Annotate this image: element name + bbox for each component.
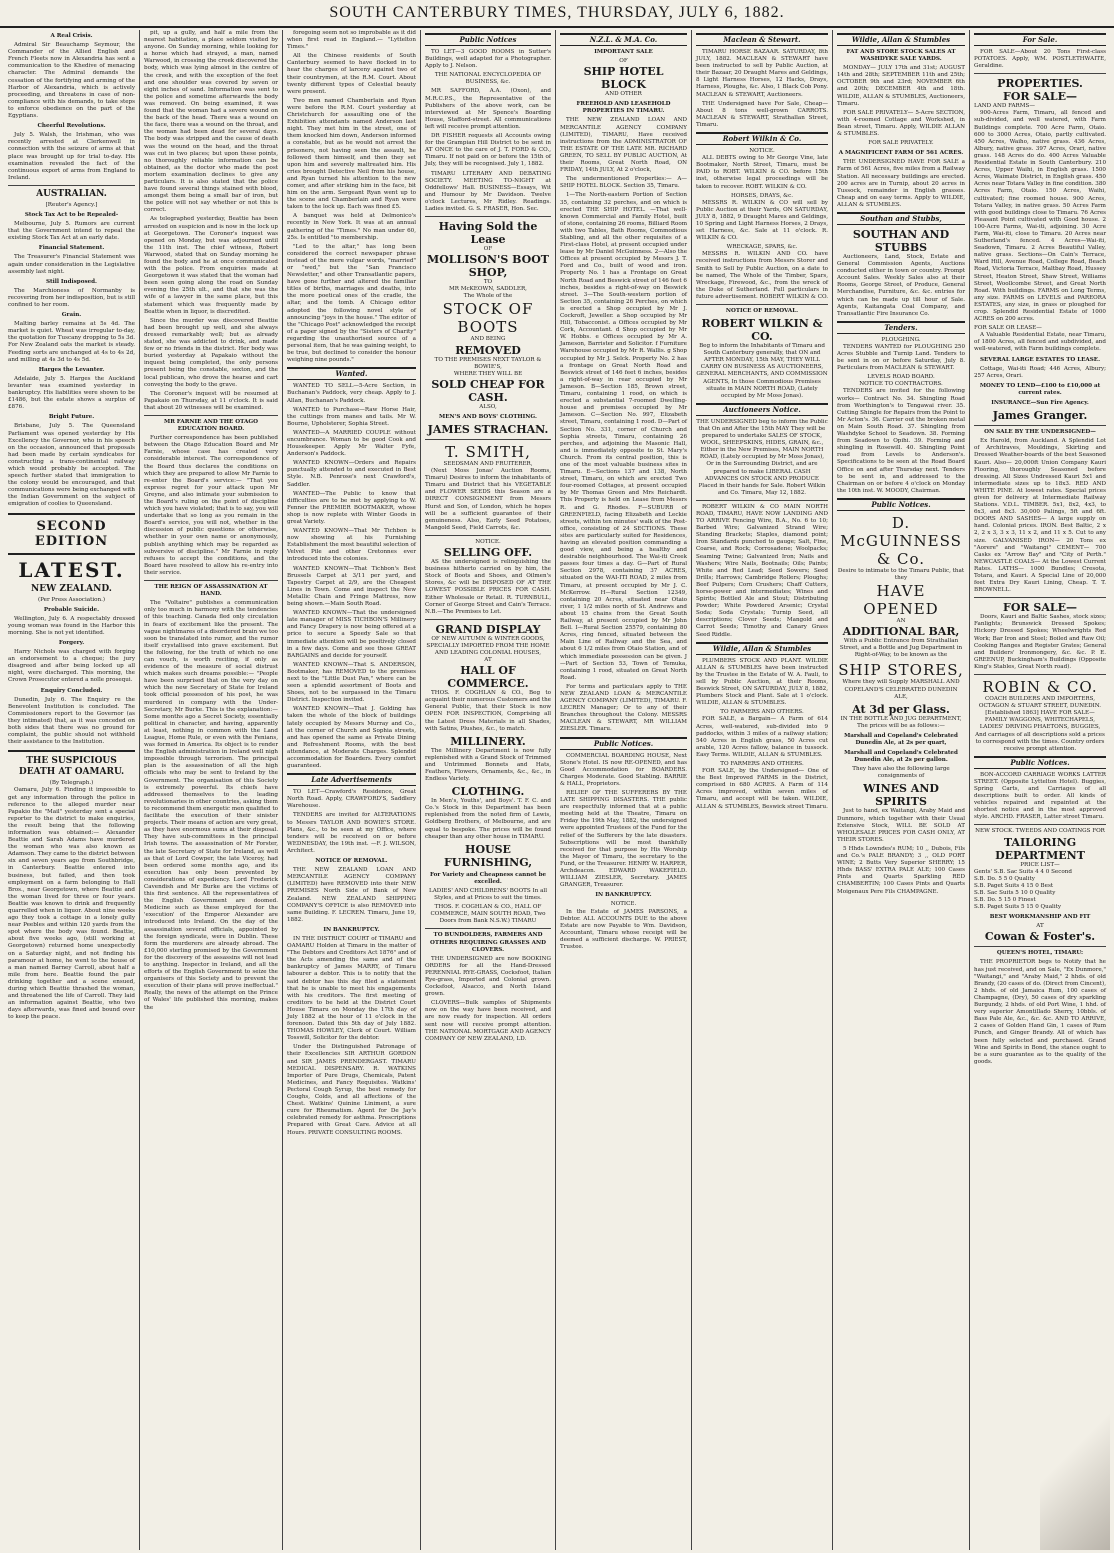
ad-line: MEN'S AND BOYS' CLOTHING. [439,413,537,420]
article-text: Admiral Sir Beauchamp Seymour, the Commander of the Allied English and French Fleets now in Alexandria has sent a communication to the Khedive of menacing character. The Admiral demands the cessation of the fortifying and arming of the Harbor of Alexandria, which is actively proceeding, and threatens in case of non-compliance with his demands, to take steps to enforce obedience on the part of the Egyptians. [8,42,135,120]
headline: Enquiry Concluded. [40,687,103,694]
ad-line: OF NEW AUTUMN & WINTER GOODS, SPECIALLY IMPORTED FROM THE HOME AND LEADING COLONIAL HOUSES, [426,635,550,656]
section-header-wilkin: Robert Wilkin & Co. [696,132,828,145]
article-text: foregoing seem not so improbable as it did when first read in England.— "Lyttelton Times." [287,30,416,51]
article-text: Adelaide, July 5. Harges the Auckland levanter was examined yesterday in bankruptcy. His liabilities were shown to be £1486, but the estate shows a surplus of £876. [8,375,135,411]
divider [144,580,278,581]
ad-line: OF [483,246,493,253]
article-text: The Coroner's inquest will be resumed at Papakaio on Thursday, at 11 o'clock. It is said that about 20 witnesses will be examined. [144,390,278,411]
classified-ad: WANTED KNOWN—Orders and Repairs punctually attended to and executed in Best Style. N.B. Penrose's next Crawford's, Saddler. [287,460,416,488]
article-text: As telegraphed yesterday, Beattie has been arrested on suspicion and is now in the lock up at Georgetown. The Coroner's inquest was opened on Monday, but was adjourned until the 11th inst. The chief witness, Robert Warwood, stated that on Sunday morning he found the body and he at once communicated with the police. From enquiries made at Georgetown it was stated that the woman had been seen going along the road on Sunday evening the 25th ult., and that she was the wife of a lawyer in the same place, but this statement which was frequently made by Beattie when in liquor, is discredited. [144,216,278,315]
classified-ad: WANTED KNOWN—That Tichbon's Best Brussels Carpet at 3/11 per yard, and Tapestry Carpet at 2/9, are the Cheapest Lines in Town. Come and inspect the New Metallic Chain and Fringe Mattress, now being shown.—Main South Road. [287,565,416,608]
ad-line: Having Sold the Lease [438,220,538,247]
classified-ad: WANTED KNOWN—That Mr Tichbon is now showing at his Furnishing Establishment the most beautiful selection of Velvet Pile and other Cretonnes ever introduced into the colonies. [287,528,416,563]
classified-ad: MR SAFFORD, A.A. (Oxon), and M.R.C.P.S., the Representative of the Publishers of the above work, can be interviewed at Mr Spence's Boarding House, Stafford-street. All communications left will receive prompt attention. [425,88,551,130]
ad-line: PRICE LIST— [1020,861,1060,868]
ad-line: ROBIN & CO. [982,678,1098,697]
classified-ad: THE UNDERSIGNED HAVE FOR SALE a Farm of 561 Acres, five miles from a Railway Station. All necessary buildings are erected. 200 acres are in Turnip, about 20 acres in Tussock, remainder in English grasses. Cheap and on easy terms. Apply to WILDIE, ALLAN & STUMBLES. [837,159,965,208]
ad-line: At 3d per Glass. [852,702,950,716]
classified-ad: IN THE BOTTLE AND JUG DEPARTMENT, The prices will be as follows:— [840,715,962,729]
ad-heading: FAT AND STORE STOCK SALES AT WASHDYKE SALE YARDS. [846,49,956,63]
divider [974,946,1106,947]
ad-line: JAMES STRACHAN. [427,423,549,436]
article-text: Harry Nichols was charged with forging an endorsement to a cheque; the jury disagreed and after being locked up all night, were discharged. This morning, the Crown Prosecutor entered a nolle prosequi. [8,649,135,684]
classified-ad: Ex Harold, from Auckland. A Splendid Lot of Architraves, Mouldings, Skirting and Dressed Weather-boards of the best Seasoned Kauri. Also— 20,000ft Union Company Kauri Flooring, thoroughly Seasoned before dressing. All Sizes Undressed Kauri 5x1 and intermediate sizes up to 18x3. RED AND WHITE PINE. At lowest rates. Special prices given for delivery at Intermediate Railway Stations. V.D.L. TIMBER. 5x1, 8x2, 4x3, to 6x3, and 8x3. 30,000 Palings, 5ft and 6ft. DOORS AND SASHES— A large supply on hand. Colonial prices. IRON. Best Baltic, 2 x 2, 2 x 3, 3 x 3, 11 x 2, and 11 x 5. Cut to any size. GALVANISED IRON— 20 Tons ex "Aorere" and "Waitangi" CEMENT— 700 Casks ex "Arrow Bay" and "City of Perth." NEWCASTLE COALS— At the Lowest Current Rates. LATHS— 1000 Bundles; Cresota, Totara, and Kauri. A Special Line of 20,000 feet Extra Dry Kauri Lining, Cheap. T. T. BROWNELL. [974,438,1106,594]
classified-ad: For terms and particulars apply to THE NEW ZEALAND LOAN & MERCANTILE AGENCY COMPANY (LIMITED), TIMARU. F. LECREN Manager; Or to any of their Branches throughout the Colony. MESSRS MACLEAN & STEWART, MR WILLIAM ZIESLER. Timaru. [560,683,687,733]
classified-ad: ROBERT WILKIN & CO MAIN NORTH ROAD, TIMARU, HAVE NOW LANDING AND TO ARRIVE Fencing Wire, B.A., No. 6 to 10; Barbed Wire; Galvanized Strand Wire; Standing Brackets; Staples, diamond point; Iron Standards punched to gauge; Salt, Fine, Coarse, and Rock; Corrosadene; Woolpacks; Seaming Twine; Galvanized Iron; Nails and Washers; Wire Nails, Bootnails; Oils; Paints; White and Red Lead; Seed Sowers; Seed Drills; Harrows; Cambridge Rollers; Ploughs; Beef Pulpers; Corn Crushers; Chaff Cutters, horse-power and intermediates; Wines and Spirits; Bottled Ale and Stout; Distributing Powder; White Powdered Arsenic; Crystal Soda; Soda Crystals; Turnip Seed, all descriptions; Clover Seeds; Mangold and Carrot Seeds; Timothy and Canary Grass Seed Riddle. [696,503,828,638]
ad-line: HALL OF COMMERCE. [447,664,529,691]
ad-line: OF [619,58,628,65]
section-title: NEW ZEALAND. [31,583,112,594]
section-header-late-ads: Late Advertisements [287,773,416,786]
classified-ad: FOR SALE—About 20 Tons First-class POTATOES. Apply, WM. POSTLETHWAITE, Geraldine. [974,49,1106,70]
ad-line: SHIP STORES, [838,661,964,680]
ad-line: SEVERAL LARGE ESTATES TO LEASE. [979,356,1101,363]
ad-line: AT [1036,923,1044,930]
headline: MR FARNIE AND THE OTAGO EDUCATION BOARD. [164,418,258,433]
divider [8,185,135,186]
classified-ad: TIMARU HORSE BAZAAR. SATURDAY, 8th JULY, 1882. MACLEAN & STEWART have been instructed to sell by Public Auction, at their Bazaar, 20 Draught Mares and Geldings, 8 Light Harness Horses, 12 Hacks, Drays, Harness, Ploughs, &c. Also, 1 Black Cob Pony. MACLEAN & STEWART, Auctioneers. [696,49,828,98]
section-header-public-notices: Public Notices. [560,737,687,750]
headline: Financial Statement. [38,245,105,252]
divider [144,415,278,416]
classified-ad: 1—The North-eastern Portion of Section 35, containing 32 perches, and on which is erected THE SHIP HOTEL. —That well-known Commercial and Family Hotel, built of stone, containing 26 rooms, Billiard Room with two Tables, Bath Rooms, Commodious Stabling, and all the other requisites of a First-class Hotel, at present occupied under lease by Mr Daniel McGuinness. 2—Also the Offices at present occupied by Messrs J. T. Ford and Co., built of wood and iron. Property No. 1 has a Frontage on Great North Road and Beswick street of 146 feet 6 inches, besides a right-of-way on Beswick street. 3—The South-western portion of Section 35, containing 26 Perches, on which is erected a Shop occupied by Mr J. Cockroft, Jeweller. a Shop occupied by Mr Hill, Tobacconist. a Offices occupied by Mr Cork, Accountant. d Shop occupied by Mr W. Hobbs. e Offices occupied by Mr A. Jameson, Barrister and Solicitor. f Furniture Warehouse occupied by Mr R. Wallis. g Shop occupied by Mr J. Selck. Property No. 2 has a frontage on Great North Road and Beswick street of 146 feet 6 inches, besides a right-of-way in rear occupied by Mr Jameson. B—Section 185, Brown street, Timaru, containing 1 rood, on which is erected a substantial 7-roomed Dwelling-house and premises occupied by Mr Jameson. C—Section No. 997, Elizabeth street, Timaru, containing 1 rood. D—Part of Section No. 331, corner of Church and Sophia streets, Timaru, containing 26 perches, and adjoining the Masonic Hall, and is immediately opposite to St. Mary's Church. From its central position, this is one of the most valuable business sites in Timaru. E—Sections 137 and 138, North street, Timaru, on which are erected Two four-roomed Cottages, at present occupied by Mr Thomas Green and Mrs Reichardt. This Property is held on Lease from Messrs R. and G. Rhodes. F—SUBURB of GREENFIELD, facing Elizabeth and Leckie streets, within ten minutes' walk of the Post-office, consisting of 24 SECTIONS. These sites are particularly suited for Residences, having an elevated position commanding a good view, and being a healthy and desirable neighbourhood. The Wai-iti Creek passes four times a day. G—Part of Rural Section 2978, containing 37 ACRES, situated on the WAI-ITI ROAD, 2 miles from Timaru, at present occupied by Mr J. C. McKerrow. H—Rural Section 12349, containing 20 Acres, situated near Otaio river, 1 1/2 miles north of St. Andrews and about 15 chains from the Great South Railway, at present occupied by Mr John Bell. I—Rural Section 25579, containing 80 Acres, ring fenced, situated between the Main Line of Railway and the Sea, and about 6 1/2 miles from Otaio Station, and of which immediate possession can be given. J—Part of Section 53, Town of Temuka, containing 1 rood, situated on Great North Road. [560,192,687,681]
divider [425,535,551,536]
ad-line: The Whole of the [463,293,513,300]
ad-line: WRECKAGE, SPARS, &c. [726,244,798,251]
classified-ad: THE UNDERSIGNED are now BOOKING ORDERS for all the Hand-Dressed PERENNIAL RYE-GRASS, Cocksfoot, Italian Rye-grass, Imported and Colonial grown. Cocksfoot, Alsacco, and North Island grown. [425,955,551,998]
section-header-maclean: Maclean & Stewart. [696,33,828,46]
article-text: A banquet was held at Delmonico's recently in New York. It was at an annual gathering of the "Times." No man under 60, 25s. Is entitled "to membership. [287,213,416,241]
classified-ad: Where they will Supply MARSHALL AND COPELAND'S CELEBRATED DUNEDIN ALE, [842,679,960,700]
ad-heading: A MAGNIFICENT FARM OF 561 ACRES. [838,150,964,157]
classified-ad: WANTED—The Public to know that difficulties are to be met by applying to W. Fenner the PREMIER BOOTMAKER, whose shop is now replete with Winter Goods in great Variety. [287,490,416,525]
ad-line: FOR SALE— [1003,601,1077,615]
divider [974,425,1106,426]
divider [974,824,1106,825]
price-row: Gents' S.B. Sac Suits 4 4 0 Second [974,868,1072,875]
section-header-public-notices: Public Notices. [974,756,1106,769]
classified-ad: The Millinery Department is now fully replenished with a Grand Stock of Trimmed and Untrimmed Bonnets and Hats, Feathers, Flowers, Ornaments, &c., &c., in Endless Variety. [425,747,551,783]
classified-ad: PLUMBERS STOCK AND PLANT. WILDIE ALLAN & STUMBLES have been instructed by the Trustee in the Estate of W. A. Fauli, to sell by Public Auction, at their Rooms, Beswick Street, ON SATURDAY, JULY 8, 1882, Plumbers Stock and Plant. Sale at 1 o'clock. WILDIE, ALLAN & STUMBLES. [696,657,828,707]
article-text: Two men named Chamberlain and Ryan were before the R.M. Court yesterday at Christchurch for assaulting one of the Exhibition attendants named Anderson last night. They met him in the street, one of them knocked him down, Anderson informed a constable, but as he would not arrest the prisoners, not having seen the assault, he followed them himself, and then they set upon him and severely maltreated him. His cries brought Detective Neil from his house, and Ryan turned his attention to the new comer, and after striking him in the face, bit him on the arm. Sergeant Ryan went up to the scene and Chamberlain and Ryan were taken to the lock up. Each was fined £5. [287,97,416,211]
headline: Still Indisposed. [45,278,98,285]
ad-line: NOTICE. [610,901,637,908]
classified-ad: TO LET—3 GOOD ROOMS in Sutter's Buildings, well adapted for a Photographer. Apply to J. Nelson. [425,49,551,70]
ad-line: INSURANCE—Sun Fire Agency. [991,400,1089,407]
classified-ad: THE NATIONAL ENCYCLOPEDIA OF BUSINESS, &c. [434,72,542,86]
classified-ad: In the Estate of JAMES PARSONS, a Debtor. ALL ACCOUNTS DUE to the above Estate are now Payable to Wm. Davidson, Accountant, Timaru whose receipt will be deemed a sufficient discharge. W. PRIEST, Trustee. [560,908,687,950]
agency-credit: (By Telegraph.) [49,780,94,787]
classified-ad: IN THE DISTRICT COURT of TIMARU and OAMARU Holden at Timaru in the matter of "The Debtors and Creditors Act 1876" and of the Acts amending the same and of the bankruptcy of James MARRY, of Timaru labourer a debtor. This is to notify that the said debtor has this day filed a statement that he is unable to meet his engagements with his creditors. The first meeting of creditors to be held at the District Court House Timaru on Monday the 17th day of July 1882 at the hour of 11 o'clock in the forenoon. Dated this 5th day of July 1882. THOMAS HOWLEY, Clerk of Court. William Tosswill, Solicitor for the debtor. [287,935,416,1042]
ad-line: FREEHOLD AND LEASEHOLD PROPERTIES IN TIMARU. [576,101,671,115]
article-text: All the Chinese residents of South Canterbury seemed to have flocked in to hear the charges of larceny against two of their countrymen, at the R.M. Court. About twenty different types of Celestial beauty were present. [287,53,416,95]
section-header-nzlma: N.Z.L. & M.A. Co. [560,33,687,46]
article-text: Malting barley remains at 5s 4d. The market is quiet. Wheat was irregular to-day, the quotation for Tuscany dropping to 5s 3d. For New Zealand oats the market is steady. Feeding sorts are unchanged at 4s to 4s 2d, and milling at 4s 3d to 4s 5d. [8,321,136,363]
ad-heading: QUEEN'S HOTEL, TIMARU: [996,950,1084,957]
classified-ad: A Valuable Residential Estate, near Timaru, of 1800 Acres, all fenced and subdivided, and well-watered, with Farm buildings complete. [974,332,1106,353]
ad-line: ALSO, [479,403,497,410]
classified-ad: WANTED KNOWN—That J. Golding has taken the whole of the block of buildings lately occupied by Messrs Murray and Co., at the corner of Church and Sophia streets, and has opened the same as Private Dining and Refreshment Rooms, with the best attendance, at Moderate Charges. Splendid accommodation for Boarders. Every comfort guaranteed. [287,706,416,770]
classified-ad: In Men's, Youths', and Boys'. T. F. C. and Co.'s Stock in this Department has been replenished from the noted firm of Lewis, Goldberg Brothers, of Melbourne, and are equal to bespoke. The prices will be found cheaper than any other house in TIMARU. [425,798,551,840]
section-header-for-sale: For Sale. [974,33,1106,46]
ad-line: PROPERTIES. [997,77,1083,91]
ad-line: STOCK OF BOOTS [442,300,534,337]
article-text: pit, up a gully, and half a mile from the nearest habitation, a place seldom visited by anyone. On Sunday morning, while looking for a horse which had strayed, a man, named Warwood, in crossing the creek discovered the body, which was lying almost in the centre of the creek, and with the exception of the feet and one shoulder was covered by seven or eight inches of sand. Information was sent to the police and sometime afterwards the body was removed. On being examined, it was found that the woman had a severe wound on the back of the head. There was a wound on the face, there was a wound on the throat, and the woman had been dead for several days. The body was stripped and the cause of death was the wound on the head, and the throat was cut in two places; but upon these points, no thoroughly reliable information can be obtained, as the doctor who made the post mortem examination declines to give any particulars. It is also stated that the police have found several things stained with blood, amongst them being a small bar of iron, but the police will not say whether or not this is correct. [144,30,278,214]
ad-line: TO FARMERS AND OTHERS. [720,709,804,716]
divider [8,553,135,555]
classified-ad: FOR SALE, a Bargain— A Farm of 614 Acres, well-watered, sub-divided into 9 paddocks, within 3 miles of a railway station; 540 Acres in English grass, 50 Acres cut arable, 120 Acres fallow, balance in tussock. Easy Terms. WILDIE, ALLAN & STUMBLES. [696,716,828,758]
divider [8,750,135,752]
classified-ad: THE PROPRIETOR begs to Notify that he has just received, and on Sale, "Ex Dunmore," "Waitangi," and "Araby Maid," 2 hhds. of old Brandy, (20 cases of do. (Direct from Cincent), 2 hhds. of old Jamaica Rum, 100 cases of Champagne, (Dry), 50 cases of dry sparkling Burgundy, 2 hhds. of old Port Wine, 1 hhd. of very superior Amontillado Sherry, 10bbls. of Bass Pale Ale, &c., &c. &c. AND TO ARRIVE, 2 cases of Golden Hand Gin, 1 cases of Rum Punch, and Ginger Brandy. All of which has been fully selected and purchased. Grand Wine and Spirits in Bond, the stance ought to be a sure guarantee as to the quality of the goods. [974,959,1106,1065]
classified-ad: THOS. F. COGHLAN & CO., Beg to acquaint their numerous Customers and the General Public, that their Stock is now OPEN FOR INSPECTION, Comprising all the Latest Dress Materials in all Shades, with Satins, Plushes, &c., to match. [425,690,551,732]
ad-line: ROBERT WILKIN & CO. [701,317,823,344]
ad-line: SOLD CHEAP FOR CASH. [431,377,545,404]
ad-line: AND OTHER [605,91,642,98]
classified-ad: Just to hand, ex Waitangi, Araby Maid and Dunmore, which together with their Usual Extensive Stock, WILL BE SOLD AT WHOLESALE PRICES FOR CASH ONLY, AT THEIR STORES. [837,808,965,843]
classified-ad: Under the Distinguished Patronage of their Excellencies SIR ARTHUR GORDON and SIR JAMES PRENDERGAST. TIMARU MEDICAL DISPENSARY. R. WATKINS Importer of Pure Drugs, Chemicals, Patent Medicines, and Fancy Requisites. Watkins' Pectoral Cough Syrup, the best remedy for Coughs, Colds, and all affections of the Chest. Watkins' Quinine Liniment, a sure cure for Rheumatism. Agent for De Jay's celebrated remedy for asthma. Prescriptions Prepared with Great Care. Advice at all Hours. PRIVATE CONSULTING ROOMS. [287,1044,416,1136]
section-title: AUSTRALIAN. [36,188,107,199]
ad-heading: IN BANKRUPTCY. [323,926,380,933]
ad-heading: IN BANKRUPTCY. [595,892,652,899]
ad-line: LEVELS ROAD BOARD. [867,374,935,381]
ad-line: WINES AND SPIRITS [863,782,939,809]
classified-ad: ALL DEBTS owing to Mr George Vine, late Bootmaker, North Street, Timaru, must be PAID to ROBT. WILKIN & CO. before 15th inst, otherwise legal proceedings will be taken to recover. ROBT. WILKIN & CO. [696,155,828,190]
classified-ad: THE NEW ZEALAND LOAN AND MERCANTILE AGENCY COMPANY (LIMITED) have REMOVED into their NEW PREMISES North Side of Bank of New Zealand. NEW ZEALAND SHIPPING COMPANY'S OFFICE is also REMOVED into same Building. F. LECREN. Timaru, June 19, 1882. [287,867,416,923]
article-text: The Marchioness of Normanby is recovering from her indisposition, but is still confined to her room. [8,287,135,308]
classified-ad: TIMARU LITERARY AND DEBATING SOCIETY. MEETING TO-NIGHT at Oddfellows' Hall. BUSINESS—Essays, Wit and Humour by Mr Davidson. Twelve o'clock Lectures, Mr Ridley. Readings. Ladies invited. G. S. FRASER, Hon. Sec. [425,170,551,212]
classified-ad: AS the undersigned is relinquishing the business hitherto carried on by him, the Stock of Boots and Shoes, and Oilmen's Stores, &c will be DISPOSED OF AT THE LOWEST POSSIBLE PRICES FOR CASH. Either Wholesale or Retail. R. TURNBULL, Corner of George Street and Cain's Terrace. N.B.—The Premises to Let. [425,559,551,615]
classified-ad: MONDAY— JULY 17th and 31st; AUGUST 14th and 28th; SEPTEMBER 11th and 25th; OCTOBER 9th and 23rd; NOVEMBER 6th and 20th; DECEMBER 4th and 18th. WILDIE, ALLAN & STUMBLES, Auctioneers, Timaru. [837,65,965,107]
divider [425,928,551,929]
article-text: Since the murder was discovered Beattie had been brought up well, and she always dressed remarkably well; but as already stated, she was addicted to drink, and made few or no friends in the district. Her body was buried yesterday at Papakaio without the inquest being completed, the only persons present being the constable, sexton, and the local publican, who drove the hearse and cart conveying the body to the grave. [144,317,278,388]
columns [4,30,1110,1550]
ad-line: James Granger. [992,409,1088,423]
classified-ad: WANTED KNOWN—That S. ANDERSON, Bootmaker, has REMOVED to the premises next to the "Little Dust Pan," where can be seen a splendid assortment of Boots and Shoes, not to be surpassed in the Timaru District. Inspection invited. [287,661,416,704]
article-text: July 5. Walsh, the Irishman, who was recently arrested at Clerkenwell in connection with the seizure of arms at that place was brought up for trial to-day. His examination revealed the fact of the continuous export of arms from England to Ireland. [8,132,135,181]
classified-ad: LADIES' AND CHILDRENS' BOOTS In all Styles, and at Prices to suit the times. [428,887,547,902]
article-text: Wellington, July 6. A respectably dressed young woman was found in the Harbor this morning. She is not yet identified. [8,615,135,636]
headline: THE SUSPICIOUS DEATH AT OAMARU. [18,756,125,778]
classified-ad: Auctioneers, Land, Stock, Estate and General Commission Agents, Auctions conducted either in town or country. Prompt Account Sales. Weekly Sales also at their Rooms, George Street, of Produce, General Merchandise, Furniture, &c. &c. entries for which can be made up till hour of Sale. Agents, Kaitangata Coal Company, and Transatlantic Fire Insurance Co. [837,253,965,317]
ad-line: LAND AND FARMS— [974,103,1035,110]
ad-line: For Variety and Cheapness cannot be excelled. [429,871,547,885]
article-text: Oamaru, July 6. Finding it impossible to get any information through the police in reference to the alleged murder near Papakio the "Mail" yesterday sent a special reporter to the district to make enquiries, the result being that the following information was obtained:— Alexander Beattie and Sarah Adams have murdered the woman who was also known as Adamson. They came to the district between six and seven years ago from Southbridge, in Canterbury. Beattie entered into business, but failed, and then took employment on a farm belonging to Hall Bros., near Georgetown, where Beattie and the woman lived for three or four years. Beattie was known to drink and frequently quarrelled when in liquor. About nine weeks ago they took a cottage in a lonely gully near Peebles and within 120 yards from the spot where the body was found. Beattie, about five weeks ago, (still working at Georgetown) returned home unexpectedly on a Saturday night, and not finding his paramour at home, he went to the house of a man named Barney Carroll, about half a mile from here. Beattie found the pair drinking together and a scene ensued, during which Beattie thrashed the woman, and threatened the life of Carroll. They laid an information against Beattie, who two days afterwards, was fined and bound over to keep the peace. [8,787,135,1021]
column-5 [556,30,692,1550]
ad-line: MR McKEOWN, SADDLER, [449,286,527,293]
divider [8,513,135,515]
classified-ad: WANTED KNOWN—That the undersigned late manager of MISS TICHBON'S Millinery and Fancy Drapery is now being offered at a price to secure a Speedy Sale so that immediate attention will be positively closed in a few days. Come and see those GREAT BARGAINS and decide for yourself. [287,610,416,659]
ad-line: PLOUGHING. [881,336,921,343]
divider [696,304,828,305]
section-header-wanted: Wanted. [287,367,416,380]
article-text: Further correspondence has been published between the Otago Education Board and Mr Farnie, whose case has created very considerable interest. The correspondence of the Board thus declares the conditions on which they are prepared to allow Mr Farnie to re-enter the Board's service:— "That you express regret for your attack upon Mr Greyne, and also intimate your submission to the Board's ruling on the point of discipline which you have violated; that is to say, you will undertake that so long as you remain in the Board's service, you will not, whether in the discussion of public questions or otherwise, whether in your own name or anonymously, publish anything which may be regarded as subversive of discipline." Mr Farnie in reply refuses to accept the conditions, and the Board have resolved to allow his re-entry into their service. [144,435,278,576]
article-text: "Led to the altar," has long been considered the correct newspaper phrase instead of the mere vulgar words, "married" or "wed," but the "San Francisco Newsletter," and other Transatlantic papers, have gone further and altered the familiar titles of births, marriages and deaths, into the more poetical ones of the cradle, the altar, and the tomb. A Chicago editor adopted the following novel style of announcing "joys in the house." The editor of the "Chicago Post" acknowledged the receipt of a paper signed by the "Sisters of Charity" regarding the unauthorised source of a personal item, that he was gaining weight, to be true, but declined to consider the honour weighing nine pounds." [287,243,416,364]
divider [974,597,1106,598]
ad-line: HAVE OPENED [863,582,939,619]
ad-line: MILLINERY. [450,734,526,748]
price-row: S.B. Do. 5 5 0 Quality [974,875,1035,882]
ad-line: NOTICE. [749,148,775,155]
classified-ad: TENDERS are invited for the following works— Contract No. 34. Shingling Road from Worthington's to Tengawai river. 35. Cutting Shingle for Repairs from the Point to Mr Acton's. 36. Carrier out the broken metal on Main South Road. 37. Shingling from Washdyke School to Seadown. 38. Forming from Seadown to Opihi. 39. Forming and shingling in Rosewill. 40. Shingling Point road from Levels to Anderson's. Specifications to be seen at the Road Board Office on and after Thursday next. Tenders to be sent in, and addressed to the Chairman on or before 4 o'clock on Monday the 10th inst. W. MOODY, Chairman. [837,388,965,494]
ad-line: SELLING OFF. [443,546,533,560]
section-header-southan: Southan and Stubbs, [837,212,965,225]
ad-line: FOR SALE PRIVATELY. [868,140,934,147]
ad-line: NOTICE TO CONTRACTORS. [859,381,943,388]
classified-ad: MESSRS R. WILKIN & CO will sell by Public Auction at their Yards, ON SATURDAY, JULY 8, 1882, 9 Draught Mares and Geldings, 10 Spring and Light Harness Horses, 2 Drays, set Harness, &c. Sale at 11 o'clock. R. WILKIN & CO. [696,199,828,242]
classified-ad: THE NEW ZEALAND LOAN AND MERCANTILE AGENCY COMPANY (LIMITED), TIMARU, Have received instructions from the ADMINISTRATOR OF THE ESTATE OF THE LATE MR. RICHARD GREEN, TO SELL BY PUBLIC AUCTION, At their Rooms, Great North Road, ON FRIDAY, 14th JULY, At 2 o'clock, [560,117,687,174]
classified-ad: CLOVERS—Bulk samples of Shipments now on the way have been received, and are now ready for inspection. All orders sent now will receive prompt attention. THE NATIONAL MORTGAGE AND AGENCY COMPANY OF NEW ZEALAND, LD. [425,1000,551,1042]
headline: Bright Future. [48,414,95,421]
classified-ad: WANTED—A MARRIED COUPLE without encumbrance. Woman to be good Cook and Housekeeper. Apply Mr Walter Fyfe, Anderson's Paddock. [287,429,416,458]
ad-line: AT [484,657,492,664]
headline: THE REIGN OF ASSASSINATION AT HAND. [154,584,268,598]
ad-heading: NOTICE OF REMOVAL. [725,308,799,314]
section-header-wildie: Wildie, Allan & Stumbles [837,33,965,46]
classified-ad: RELIEF OF THE SUFFERERS BY THE LATE SHIPPING DISASTERS. THE public are respectfully informed that at a public meeting held at the Theatre, Timaru on Friday the 19th May, 1882, the undersigned were appointed Trustees of the Fund for the relief of the Sufferers by the late disasters. Subscriptions will be most thankfully received for that purpose by His Worship the Mayor of Timaru, the secretary to the Fund, or the Treasurer. HENRY W. HARPER, Archdeacon. EDWARD WAKEFIELD. WILLIAM ZIESLER, Secretary. JAMES GRANGER, Treasurer. [560,790,687,889]
column-8 [970,30,1110,1550]
ad-line: AND BEING [470,336,506,343]
section-header-auctioneers: Auctioneers Notice. [696,403,828,416]
ad-line: WHERE THEY WILL BE [453,370,523,377]
ad-line: TO FARMERS AND OTHERS. [720,760,804,767]
boot-shop-ad [425,220,551,436]
ad-line: TO THE PREMISES NEXT TAYLOR & BOWIE'S, [434,356,542,370]
divider [696,500,828,501]
headline: Harges the Levanter. [38,366,105,373]
price-row: S.B. Paget Suits 4 15 0 Best [974,882,1054,889]
classified-ad: COACH BUILDERS AND IMPORTERS, OCTAGON & STUART STREET, DUNEDIN. [Established 1863] HAVE FOR SALE— FAMILY WAGGONS, WHITECHAPELS, LADIES' DRIVING PHAETONS, BUGGIES, And carriages of all descriptions sold a prices to correspond with the times. Country orders receive prompt attention. [975,696,1105,752]
price-row: S.B. Paget Suits 5 15 0 Quality [974,904,1062,911]
ad-line: MONEY TO LEND—£100 to £10,000 at current rates. [979,382,1101,396]
masthead: SOUTH CANTERBURY TIMES, THURSDAY, JULY 6, 1882. [0,0,1114,28]
ad-line: SOUTHAN AND STUBBS [852,227,950,254]
section-header-public-notices: Public Notices. [837,498,965,511]
agency-credit: [Reuter's Agency.] [45,201,98,208]
article-text: The "Voltaire" publishes a communication only too much in harmony with the tendencies of this teaching. Canada fled only circulation in fears of excitement like the present. The vague nightmares of a disordered brain we too soon be translated into rumor, and the rumor itself crystallised into grave excitement. But the following, for the truth of which no one can vouch, is worth reciting, if only as evidence of the measure of social distrust which makes such dreams possible:— "People have been surprised that on the very day on which the new Secretary of State for Ireland took official possession of his post, he was murdered in company with the Under-Secretary, Mr Burke. This is the explanation:— Some months ago a Secret Society, essentially political in character, and having, apparently at least, nothing in common with the Land League, Home Rule, or even with the Fenians, was formed in America. Its object is to render the English administration in Ireland well nigh impossible through terrorism. The principal plan is the assassination of all the high officials who may be sent to Ireland by the Government. The organisation of this Society is extremely powerful. Its chiefs have addressed themselves to the leading revolutionaries in other countries, asking them to recommend them energetic men qualified to facilitate the execution of their sinister projects. Their means of action are very great, as they have enormous sums at their disposal. They have sub-committees in the principal Irish towns. The assassination of Mr Forster, the late Secretary of State for Ireland, as well as that of Lord Cowper, the late Viceroy, had been ordered some months ago, and its execution has only been prevented by considerations of expediency. Lord Frederick Cavendish and Mr Burke are the victims of this first sentence. All the representatives of the English Government are doomed. Medicine such as these employed for the 'execution' of the Emperor Alexander are introduced into Ireland. On the day of the assassination several officials, appointed by the foreign syndicate, were in Dublin. These form the murderers are already abroad. The £10,000 sterling promised by the Government for the discovery of the assassins will not lead to anything. Inspector in Ireland, and all the efforts of the English Government to seize the organisers of this Society and to prevent the execution of their plans will prove ineffectual." Really, the news of the attempt on the Prince of Wales' life published this morning, makes the [144,600,278,1011]
headline: Forgery. [58,640,85,646]
ad-line: TO [483,279,493,286]
classified-ad: COMMERCIAL BOARDING HOUSE, Next Stone's Hotel. IS now RE-OPENED, and has Good Accommodation for BOARDERS. Charges Moderate. Good Stabling. BARRIE & HALL, Proprietors. [560,752,687,787]
classified-ad: (Next Moss Jonas' Auction Rooms, Timaru) Desires to inform the inhabitants of Timaru and District that his VEGETABLE and FLOWER SEEDS this Season are a DIRECT CONSIGNMENT from Messrs Hurst and Son, of London, which he hopes will be a sufficient guarantee of their genuineness. Also, Early Seed Potatoes, Mangold Seed, Field Carrots, &c. [425,468,551,531]
classified-ad: They have also the following large consignments of [852,766,950,780]
classified-ad: BON-ACCORD CARRIAGE WORKS LATTER STREET. (Opposite Lyttelton Hotel). Buggies, Spring Carts, and Carriages of all descriptions built to order. All kinds of vehicles repaired and repainted at the shortest notice and in the most approved style. ARCHD. FRASER, Latter street Timaru. [974,771,1106,821]
ad-line: Desire to intimate to the Timaru Public, that they [837,567,965,581]
column-4 [421,30,556,1550]
classified-ad: With a Public Entrance from Strathallan Street, and a Bottle and Jug Department in Right-of-Way, to be known as the [839,638,963,659]
agency-credit: (Per Press Association.) [37,596,106,603]
article-text: Brisbane, July 5. The Queensland Parliament was opened yesterday by His Excellency the Governor, who in his speech on the occasion, announced that proposals had been made by certain syndicates for constructing a trans-continental railway which would probably be accepted. The speech further stated that immigration to the colony would be encouraged, and that communications were being exchanged with the Indian Government on the subject of emigration of coolies to Queensland. [8,423,135,508]
section-header-wildie: Wildie, Allan & Stumbles [696,642,828,655]
classified-ad: Cottage, Wai-iti Road; 446 Acres, Albury; 257 Acres, Orari. [974,365,1106,379]
column-6 [692,30,833,1550]
headline: Stock Tax Act to be Repealed- [24,211,119,218]
classified-ad: 5 Hhds Lowndes's RUM; 10 ,, Dubois, Fils and Co.'s PALE BRANDY; 3 ,, OLD PORT WINE; 2 Butts Very Superior SHERRY; 15 Hhds BASS' EXTRA PALE ALE; 100 Cases Pints and Quarts Sparkling RED CHAMBERTIN; 100 Cases Pints and Quarts Moigenaux Pere Fils CHAMPAGNE. [837,845,965,895]
page-wear-shadow [1040,1390,1110,1550]
divider [425,216,551,217]
classified-ad: The undermentioned Properties:— A—SHIP HOTEL BLOCK. Section 35, Timaru. [560,176,687,190]
ad-line: FOR SALE— [1003,90,1077,104]
column-3 [283,30,421,1550]
article-text: Melbourne, July 5. Rumors are current that the Government intend to repeal the existing Stock Tax Act at an early date. [8,221,135,242]
classified-ad: FOR SALE PRIVATELY— 5-Acre SECTION, with 4-roomed Cottage and Workshed, in Bean street, Timaru. Apply, WILDIE ALLAN & STUMBLES. [837,109,965,138]
column-7 [833,30,970,1550]
ad-line: SEEDSMAN AND FRUITERER, [443,461,533,467]
classified-ad: Doors, Kauri and Baltic Sashes, stock sizes; Fanlights; Brunswick Dressed Spokes; Hickory Dressed Spokes; Wheelwrights Red Work; Bar Iron and Steel; Boiled and Raw Oil; Cooking Ranges and Register Grates; General and Builders' Ironmongery, &c. &c. P. E. GREENUP, Buckingham's Buildings (Opposite King's Stables, Great North road). [974,614,1106,670]
divider [425,619,551,620]
section-header-public-notices: Public Notices [425,33,551,46]
classified-ad: Beg to inform the Inhabitants of Timaru and South Canterbury generally, that ON and AFTER MONDAY, 15th MAY, THEY WILL CARRY ON BUSINESS AS AUCTIONEERS, GENERAL MERCHANTS, AND COMMISSION AGENTS, In those Commodious Premises situate in MAIN NORTH ROAD, (Lately occupied by Mr Moss Jonas). [696,343,828,399]
column-1 [4,30,140,1550]
ad-line: T. SMITH, [445,443,531,461]
ad-line: FOR SALE OR LEASE— [974,325,1042,332]
ad-line: IMPORTANT SALE [594,49,653,55]
classified-ad: THOS. F. COGHLAN & CO., HALL OF COMMERCE, MAIN SOUTH ROAD, Two Doors from Bank N.S.W.) TIMARU [430,904,546,925]
ad-line: Marshall and Copeland's Celebrated Dunedin Ale, at 2s per quart, [844,732,958,746]
classified-ad: FOR SALE, by the Undersigned— One of the Best Improved FARMS in the District, comprised in 680 ACRES. A Farm of 114 Acres improved, within seven miles of Timaru, and accept will be taken. WILDIE, ALLAN & STUMBLES, Beswick street Timaru. [696,768,828,810]
price-list-table [974,869,1106,912]
classified-ad: TO LET—Crawford's Residence, Great North Road. Apply, CRAWFORD'S, Saddlery Warehouse. [287,789,416,810]
ad-line: HOUSE FURNISHING, [443,842,533,869]
classified-ad: 900-Acres Farm, Timaru, all fenced and sub-divided, and well watered, with Farm Buildings complete. 700 Acre Farm, Otaio. 600 to 3000 Acres, Otaio, partly cultivated. 450 Acres, Waiho, native grass. 436 Acres, Albury, native grass. 397 Acres, Orari, native grass. 148 Acres do do. 400 Acres Valuable Residential Estate in South Canterbury. 210 Acres, Upper Waihi, in English grass. 1500 Acres, Waimate District, in English grass. 450 Acres near Totara Valley in fine condition. 380 Acres Farm, Otaio. 150 Acres, Waihi, cultivated; fine roomed house. 900 Acres, Totara Valley, in native grass. 50 Acres Farm with good buildings close to Timaru. 76 Acres Pleasant Point cultivated with Good house. 2 100-Acre Farms, Wai-iti, adjoining. 30 Acre Farm, Wai-iti, close to Timaru. 20 Acres near Sutherland's fenced. 4 Acres—Wai-iti, Seadown, Timaru. 2 Acres Beautiful Valley, native grass. Sections—On Cain's Terrace, Ward Hill, Avenue Road, College Road, Beach Road, Victoria Terrace, Maltbay Road, Hussey Street, Heaton Street, Shaw Street, Williams Street, Woollcombe Street, and Great North Road. With buildings. FARMS on Long Terms, any size. FARMS on LEVELS and PAREORA ESTATES, any size, in grass or ploughed for crop. Splendid Residential Estate of 1000 ACRES on 200 acres. [974,110,1106,323]
ad-heading: TO BUNDOLDERS, FARMERS AND OTHERS REQUIRING GRASSES AND CLOVERS. [430,932,546,953]
ad-line: NEW STOCK. TWEEDS AND COATINGS FOR [975,828,1105,835]
column-2 [140,30,283,1550]
classified-ad: THE UNDERSIGNED beg to inform the Public that On and After the 15th MAY They will be prepared to undertake SALES OF STOCK, WOOL, SHEEPSKINS, HIDES, GRAIN, &c., Either in the New Premises, MAIN NORTH ROAD, (Lately occupied by Mr Moss Jonas), Or in the Surrounding District, and are prepared to make LIBERAL CASH ADVANCES ON STOCK AND PRODUCE Placed in their hands for Sale. Robert Wilkin and Co. Timaru, May 12, 1882. [696,418,828,496]
classified-ad: TENDERS are invited for ALTERATIONS to Messrs TAYLOR AND BOWIE'S STORE. Plans, &c., to be seen at my Office, where tenders will be received on or before WEDNESDAY, the 19th inst. —F. J. WILSON, Architect. [287,812,416,854]
classified-ad: WANTED TO SELL—5-Acre Section, in Buchanan's Paddock, very cheap. Apply to J. Allan, Buchanan's Paddock. [287,383,416,404]
divider [425,439,551,440]
classified-ad: MESSRS R. WILKIN AND CO. have received instructions from Messrs Storer and Smith to Sell by Public Auction, on a date to be named, The Whole of the Timber, Spars, Wreckage, Firewood, &c., from the wreck of the Duke of Sutherland. Full particulars in future advertisement. ROBERT WILKIN & CO. [696,251,829,300]
ad-line: Cowan & Foster's. [984,930,1096,944]
ad-line: NOTICE. [475,538,501,545]
price-row: S.B. Do. 5 15 0 Finest [974,897,1036,903]
ad-line: HORSES, DRAYS, &c. [730,192,794,199]
ad-line: BEST WORKMANSHIP AND FIT [989,914,1091,921]
price-row: S.B. Sac Suits 5 10 0 Quality [974,889,1056,896]
divider [974,674,1106,675]
article-text: Dunedin, July 6. The Enquiry re the Benevolent Institution is concluded. The Commissioners report to the Governor (as they intimated) that, as it was conceded on both sides that there was no ground for complaint, the public should not withhold their assistance to the Institution. [8,696,135,746]
ad-heading: NOTICE OF REMOVAL. [315,858,388,865]
ad-line: D. McGUINNESS & Co. [840,513,962,568]
ad-line: CLOTHING. [451,785,525,799]
divider [974,73,1106,74]
headline: Grain. [61,312,82,319]
section-header-tenders: Tenders. [837,321,965,334]
headline: Cheerful Revolutions. [37,123,106,130]
classified-ad: WANTED to Purchase—Raw Horse Hair, the cuttings from manes and tails. Mr W. Bourne, Upholsterer, Sophia Street. [287,406,416,427]
ad-line: AN [896,618,906,625]
second-edition-title: SECOND EDITION [34,518,109,549]
ad-heading: ON SALE BY THE UNDERSIGNED— [984,429,1096,436]
headline: Probable Suicide. [43,606,100,613]
ad-line: ADDITIONAL BAR, [842,625,960,639]
ad-line: MOLLISON'S BOOT SHOP, [427,253,549,280]
classified-ad: TENDERS WANTED for PLOUGHING 250 Acres Stubble and Turnip Land. Tenders to be sent in on or before Saturday, July 8. Particulars from MACLEAN & STEWART. [837,343,965,372]
classified-ad: THE Undersigned have For Sale, Cheap— About 8 tons well-grown CARROTS. MACLEAN & STEWART, Strathallan Street, Timaru. [696,100,828,128]
headline: A Real Crisis. [50,33,93,39]
classified-ad: DR FISHER requests all Accounts owing for the Grampian Hill District to be sent in AT ONCE to the care of J. T. FORD & CO., Timaru. If not paid on or before the 15th of July, they will be recognised. July 1, 1882. [425,133,551,168]
ad-line: TAILORING DEPARTMENT [995,835,1085,862]
ad-line: REMOVED [455,343,521,357]
ad-line: GRAND DISPLAY [435,622,541,636]
ad-line: Marshall and Copeland's Celebrated Dunedin Ale, at 2s per gallon. [844,750,958,764]
article-text: The Treasurer's Financial Statement was again under consideration in the Legislative assembly last night. [8,254,135,275]
latest-title: LATEST. [18,557,125,582]
ad-line: SHIP HOTEL BLOCK [583,65,664,92]
